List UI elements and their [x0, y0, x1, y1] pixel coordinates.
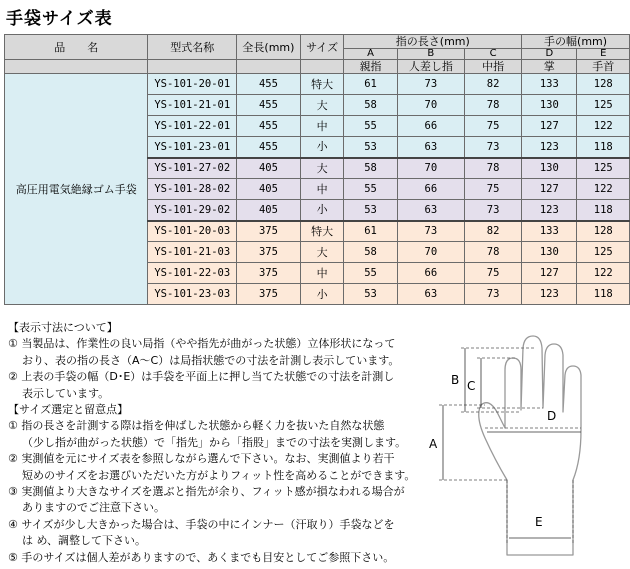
middle-cell: 82 — [465, 221, 522, 242]
header-col-c: C — [465, 49, 522, 60]
label-c: C — [467, 379, 476, 393]
selection-3: ③ 実測値より大きなサイズを選ぶと指先が余り、フィット感が損なわれる場合が — [8, 485, 405, 499]
label-a: A — [429, 437, 438, 451]
palm-cell: 133 — [522, 74, 577, 95]
length-cell: 455 — [237, 95, 301, 116]
middle-cell: 73 — [465, 137, 522, 158]
palm-cell: 130 — [522, 95, 577, 116]
thumb-cell: 55 — [344, 179, 397, 200]
length-cell: 405 — [237, 200, 301, 221]
palm-cell: 127 — [522, 263, 577, 284]
index-cell: 63 — [397, 200, 464, 221]
palm-cell: 123 — [522, 137, 577, 158]
label-d: D — [547, 409, 557, 423]
wrist-cell: 118 — [577, 137, 630, 158]
selection-3-cont: ありますのでご注意下さい。 — [22, 501, 165, 515]
index-cell: 73 — [397, 74, 464, 95]
middle-cell: 73 — [465, 284, 522, 305]
size-cell: 大 — [300, 95, 344, 116]
thumb-cell: 58 — [344, 242, 397, 263]
thumb-cell: 58 — [344, 95, 397, 116]
length-cell: 405 — [237, 158, 301, 179]
thumb-cell: 53 — [344, 284, 397, 305]
hand-measurement-diagram — [425, 320, 625, 565]
header-finger-length: 指の長さ(mm) — [344, 35, 522, 49]
palm-cell: 127 — [522, 116, 577, 137]
palm-cell: 127 — [522, 179, 577, 200]
palm-cell: 130 — [522, 242, 577, 263]
model-cell: YS-101-28-02 — [148, 179, 237, 200]
selection-1-cont: （少し指が曲がった状態）で「指先」から「指股」までの寸法を実測します。 — [22, 435, 407, 449]
selection-1: ① 指の長さを計測する際は指を伸ばした状態から軽く力を抜いた自然な状態 — [8, 419, 385, 433]
index-cell: 73 — [397, 221, 464, 242]
header-product: 品 名 — [5, 35, 148, 60]
palm-cell: 123 — [522, 284, 577, 305]
palm-cell: 130 — [522, 158, 577, 179]
table-row — [5, 74, 630, 95]
label-e: E — [535, 515, 543, 529]
product-name-cell: 高圧用電気絶縁ゴム手袋 — [5, 74, 148, 305]
length-cell: 375 — [237, 284, 301, 305]
wrist-cell: 128 — [577, 221, 630, 242]
header-col-d: D — [522, 49, 577, 60]
notes-heading-selection: 【サイズ選定と留意点】 — [8, 403, 129, 417]
notes-heading-dimensions: 【表示寸法について】 — [8, 321, 118, 334]
middle-cell: 78 — [465, 242, 522, 263]
model-cell: YS-101-21-03 — [148, 242, 237, 263]
index-cell: 66 — [397, 263, 464, 284]
selection-4: ④ サイズが少し大きかった場合は、手袋の中にインナー（汗取り）手袋などを — [8, 517, 395, 531]
length-cell: 375 — [237, 221, 301, 242]
model-cell: YS-101-20-03 — [148, 221, 237, 242]
index-cell: 70 — [397, 95, 464, 116]
thumb-cell: 55 — [344, 116, 397, 137]
length-cell: 455 — [237, 116, 301, 137]
size-cell: 中 — [300, 263, 344, 284]
header-index-finger: 人差し指 — [397, 60, 464, 74]
length-cell: 405 — [237, 179, 301, 200]
model-cell: YS-101-22-01 — [148, 116, 237, 137]
index-cell: 63 — [397, 284, 464, 305]
index-cell: 70 — [397, 158, 464, 179]
size-cell: 小 — [300, 284, 344, 305]
size-cell: 小 — [300, 137, 344, 158]
selection-4-cont: は め、調整して下さい。 — [22, 534, 147, 548]
model-cell: YS-101-23-03 — [148, 284, 237, 305]
size-cell: 中 — [300, 179, 344, 200]
length-cell: 375 — [237, 242, 301, 263]
thumb-cell: 53 — [344, 137, 397, 158]
header-hand-width: 手の幅(mm) — [522, 35, 630, 49]
middle-cell: 75 — [465, 116, 522, 137]
header-size: サイズ — [300, 35, 344, 60]
index-cell: 66 — [397, 179, 464, 200]
thumb-cell: 53 — [344, 200, 397, 221]
hand-outline — [479, 336, 581, 555]
page-title: 手袋サイズ表 — [6, 9, 113, 29]
wrist-cell: 125 — [577, 158, 630, 179]
notes-section — [8, 320, 428, 566]
wrist-cell: 122 — [577, 116, 630, 137]
wrist-cell: 118 — [577, 284, 630, 305]
label-b: B — [451, 373, 460, 387]
header-col-b: B — [397, 49, 464, 60]
index-cell: 66 — [397, 116, 464, 137]
note-1-cont: おり、表の指の長さ（A～C）は局指状態での寸法を計測し表示しています。 — [22, 353, 400, 367]
note-2: ② 上表の手袋の幅（D･E）は手袋を平面上に押し当てた状態での寸法を計測し — [8, 370, 395, 384]
wrist-cell: 125 — [577, 242, 630, 263]
header-col-a: A — [344, 49, 397, 60]
header-col-e: E — [577, 49, 630, 60]
palm-cell: 133 — [522, 221, 577, 242]
thumb-cell: 58 — [344, 158, 397, 179]
size-cell: 特大 — [300, 221, 344, 242]
glove-size-table — [4, 34, 630, 305]
header-palm: 掌 — [522, 60, 577, 74]
selection-2: ② 実測値を元にサイズ表を参照しながら選んで下さい。なお、実測値より若干 — [8, 452, 395, 466]
note-1: ① 当製品は、作業性の良い局指（やや指先が曲がった状態）立体形状になって — [8, 337, 396, 351]
middle-cell: 75 — [465, 263, 522, 284]
header-thumb: 親指 — [344, 60, 397, 74]
header-middle-finger: 中指 — [465, 60, 522, 74]
note-2-cont: 表示しています。 — [22, 386, 110, 400]
wrist-cell: 128 — [577, 74, 630, 95]
size-cell: 大 — [300, 242, 344, 263]
selection-2-cont: 短めのサイズをお選びいただいた方がよりフィット性を高めることができます。 — [22, 468, 416, 482]
header-length: 全長(mm) — [237, 35, 301, 60]
middle-cell: 73 — [465, 200, 522, 221]
index-cell: 70 — [397, 242, 464, 263]
size-cell: 大 — [300, 158, 344, 179]
size-cell: 中 — [300, 116, 344, 137]
middle-cell: 75 — [465, 179, 522, 200]
model-cell: YS-101-20-01 — [148, 74, 237, 95]
model-cell: YS-101-29-02 — [148, 200, 237, 221]
header-wrist: 手首 — [577, 60, 630, 74]
model-cell: YS-101-23-01 — [148, 137, 237, 158]
model-cell: YS-101-21-01 — [148, 95, 237, 116]
thumb-cell: 61 — [344, 221, 397, 242]
middle-cell: 82 — [465, 74, 522, 95]
wrist-cell: 125 — [577, 95, 630, 116]
thumb-cell: 55 — [344, 263, 397, 284]
selection-5: ⑤ 手のサイズは個人差がありますので、あくまでも目安としてご参照下さい。 — [8, 550, 395, 564]
index-cell: 63 — [397, 137, 464, 158]
middle-cell: 78 — [465, 158, 522, 179]
length-cell: 455 — [237, 137, 301, 158]
wrist-cell: 122 — [577, 179, 630, 200]
wrist-cell: 122 — [577, 263, 630, 284]
length-cell: 375 — [237, 263, 301, 284]
model-cell: YS-101-27-02 — [148, 158, 237, 179]
wrist-cell: 118 — [577, 200, 630, 221]
size-cell: 特大 — [300, 74, 344, 95]
palm-cell: 123 — [522, 200, 577, 221]
model-cell: YS-101-22-03 — [148, 263, 237, 284]
size-cell: 小 — [300, 200, 344, 221]
middle-cell: 78 — [465, 95, 522, 116]
thumb-cell: 61 — [344, 74, 397, 95]
header-model: 型式名称 — [148, 35, 237, 60]
length-cell: 455 — [237, 74, 301, 95]
